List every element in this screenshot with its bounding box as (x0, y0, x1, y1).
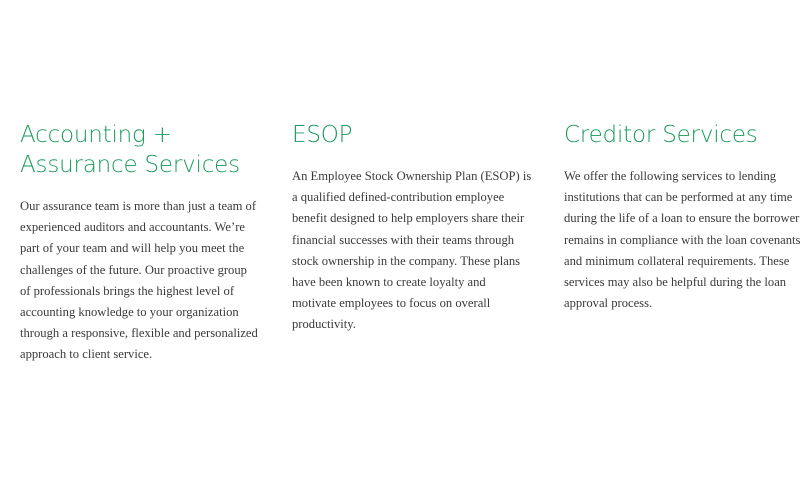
service-title: Creditor Services (564, 122, 758, 148)
service-description: An Employee Stock Ownership Plan (ESOP) is a qualified defined-contribution employee benefit designed to help employers share their financial successes with their teams through stock ownership in the company. These plans have been known to create loyalty and motivate employees to focus on overall productivity. (292, 169, 532, 332)
service-title: ESOP (292, 122, 353, 148)
service-column-esop (292, 120, 532, 336)
service-description: Our assurance team is more than just a team of experienced auditors and accountants. We’re part of your team and will help you meet the challenges of the future. Our proactive group of professionals brings the highest level of accounting knowledge to your organization through a responsive, flexible and personalized approach to client service. (20, 199, 258, 362)
service-column-accounting-assurance (20, 120, 260, 366)
service-column-creditor-services (564, 120, 800, 314)
services-section (20, 120, 800, 460)
service-description: We offer the following services to lending institutions that can be performed at any time during the life of a loan to ensure the borrower remains in compliance with the loan covenants and minimum collateral requirements. These services may also be helpful during the loan approval process. (564, 169, 800, 311)
service-title: Accounting + Assurance Services (20, 122, 240, 178)
